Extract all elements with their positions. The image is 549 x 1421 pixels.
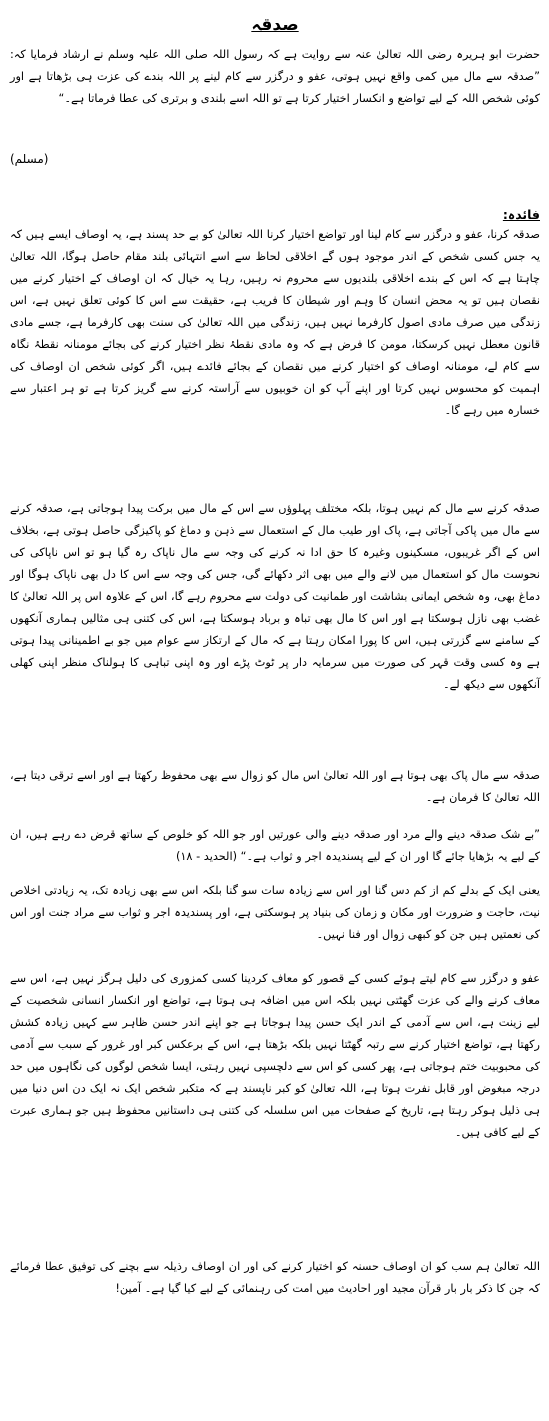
paragraph-3: صدقہ سے مال پاک بھی ہوتا ہے اور اللہ تعالیٰ اس مال کو زوال سے بھی محفوظ رکھتا ہے اور اسے ترقی دیتا ہے، اللہ تعالیٰ کا فرمان ہے۔ (10, 769, 540, 804)
hadith-reference: (مسلم) (10, 152, 49, 166)
quran-quote: ”بے شک صدقہ دینے والے مرد اور صدقہ دینے والی عورتیں اور جو اللہ کو خلوص کے ساتھ قرض دے رہے ہیں، ان کے لیے یہ بڑھایا جائے گا اور ان کے لیے پسندیدہ اجر و ثواب ہے۔“ (الحدید - ۱۸) (10, 828, 540, 863)
paragraph-1: صدقہ کرنا، عفو و درگزر سے کام لینا اور تواضع اختیار کرنا اللہ تعالیٰ کو بے حد پسند ہے، یہ اوصاف ایسے ہیں کہ یہ جس کسی شخص کے اندر موجود ہوں گے اخلاقی لحاظ سے اسے انتہائی بلند مقام حاصل ہوگا، اللہ تعالیٰ چاہتا ہے کہ اس کے بندے اخلاقی بلندیوں سے محروم نہ رہیں، رہا یہ خیال کہ ان اوصاف کے اختیار کرنے میں نقصان ہیں تو یہ محض انسان کا وہم اور شیطان کا فریب ہے، حقیقت سے اس کا کوئی تعلق نہیں ہے، اس زندگی میں صرف مادی اصول کارفرما نہیں ہیں، زندگی میں اللہ تعالیٰ کی سنت بھی کارفرما ہے، جسے مادی قانون معطل نہیں کرسکتا، مومن کا فرض ہے کہ وہ مادی نقطۂ نظر اختیار کرنے کی بجائے مومنانہ نقطۂ نگاہ سے کام لے، مومنانہ اوصاف کو اختیار کرنے میں نقصان کے بجائے فائدے ہیں، اگر کوئی شخص ان اوصاف کی اہمیت کو محسوس نہیں کرتا اور اپنے آپ کو ان خوبیوں سے آراستہ کرنے سے گریز کرتا ہے تو ہر اعتبار سے خسارہ میں رہے گا۔ (10, 228, 540, 417)
hadith-text: حضرت ابو ہریرہ رضی اللہ تعالیٰ عنہ سے روایت ہے کہ رسول اللہ صلی اللہ علیہ وسلم نے ارشاد فرمایا کہ: ”صدقہ سے مال میں کمی واقع نہیں ہوتی، عفو و درگزر سے کام لینے پر اللہ بندے کی عزت ہی بڑھاتا ہے اور کوئی شخص اللہ کے لیے تواضع و انکسار اختیار کرتا ہے تو اللہ اسے بلندی و برتری کی عطا فرماتا ہے۔“ (10, 48, 540, 105)
benefit-heading: فائدہ: (502, 207, 540, 222)
paragraph-4: یعنی ایک کے بدلے کم از کم دس گنا اور اس سے زیادہ سات سو گنا بلکہ اس سے بھی زیادہ تک، یہ زیادتی اخلاص نیت، حاجت و ضرورت اور مکان و زمان کی بنیاد پر ہوسکتی ہے، اور پسندیدہ اجر و ثواب سے مراد جنت اور اس کی نعمتیں ہیں جن کو کبھی زوال اور فنا نہیں۔ (10, 884, 540, 941)
paragraph-closing: اللہ تعالیٰ ہم سب کو ان اوصاف حسنہ کو اختیار کرنے کی اور ان اوصاف رذیلہ سے بچنے کی توفیق عطا فرمائے کہ جن کا ذکر بار بار قرآن مجید اور احادیث میں امت کی رہنمائی کے لیے کیا گیا ہے۔ آمین! (10, 1260, 540, 1295)
page-title: صدقہ (251, 15, 299, 35)
document-page (10, 0, 540, 1421)
paragraph-5: عفو و درگزر سے کام لیتے ہوئے کسی کے قصور کو معاف کردینا کسی کمزوری کی دلیل ہرگز نہیں ہے، اس سے معاف کرنے والے کی عزت گھٹتی نہیں بلکہ اس میں اضافہ ہی ہوتا ہے، تواضع اور انکسار انسانی شخصیت کے لیے زینت ہے، اس سے آدمی کے اندر ایک حسن پیدا ہوجاتا ہے جو اپنے اندر حسن ظاہر سے کہیں زیادہ کشش رکھتا ہے، تواضع اختیار کرنے سے رتبہ گھٹتا نہیں بلکہ بڑھتا ہے، اس کے برعکس کبر اور غرور کے سبب سے آدمی کی محبوبیت ختم ہوجاتی ہے، پھر کسی کو اس سے دلچسپی نہیں رہتی، ایسا شخص لوگوں کی نگاہوں میں حد درجہ مبغوض اور قابل نفرت ہوتا ہے، اللہ تعالیٰ کو کبر ناپسند ہے کہ متکبر شخص ایک نہ ایک دن اس دنیا میں ہی ذلیل ہوکر رہتا ہے، تاریخ کے صفحات میں اس سلسلہ کی کتنی ہی داستانیں محفوظ ہیں جو ہماری عبرت کے لیے کافی ہیں۔ (10, 972, 540, 1139)
paragraph-2: صدقہ کرنے سے مال کم نہیں ہوتا، بلکہ مختلف پہلوؤں سے اس کے مال میں برکت پیدا ہوجاتی ہے، صدقہ کرنے سے مال میں پاکی آجاتی ہے، پاک اور طیب مال کے استعمال سے ذہن و دماغ کو پاکیزگی حاصل ہوتی ہے، بخلاف اس کے اگر غریبوں، مسکینوں وغیرہ کا حق ادا نہ کرنے کی وجہ سے مال ناپاک رہ گیا ہو تو اس ناپاکی کی نحوست مال کو استعمال میں لانے والے میں بھی اثر دکھائے گی، جس کی وجہ سے اس کا دل بھی ناپاک ہوگا اور دماغ بھی، وہ شخص ایمانی بشاشت اور طمانیت کی دولت سے محروم رہے گا، اس کے علاوہ اس پر اللہ تعالیٰ کا غضب بھی نازل ہوسکتا ہے اور اس کا مال بھی تباہ و برباد ہوسکتا ہے، اس کی کتنی ہی مثالیں ہماری آنکھوں کے سامنے سے گزرتی ہیں، اس کا پورا امکان رہتا ہے کہ مال کے ارتکاز سے عوام میں جو بے اطمینانی پیدا ہوتی ہے وہ کسی وقت قہر کی صورت میں سرمایہ دار پر ٹوٹ پڑے اور وہ اپنی تباہی کا ہولناک منظر اپنی کھلی آنکھوں سے دیکھ لے۔ (10, 502, 540, 691)
